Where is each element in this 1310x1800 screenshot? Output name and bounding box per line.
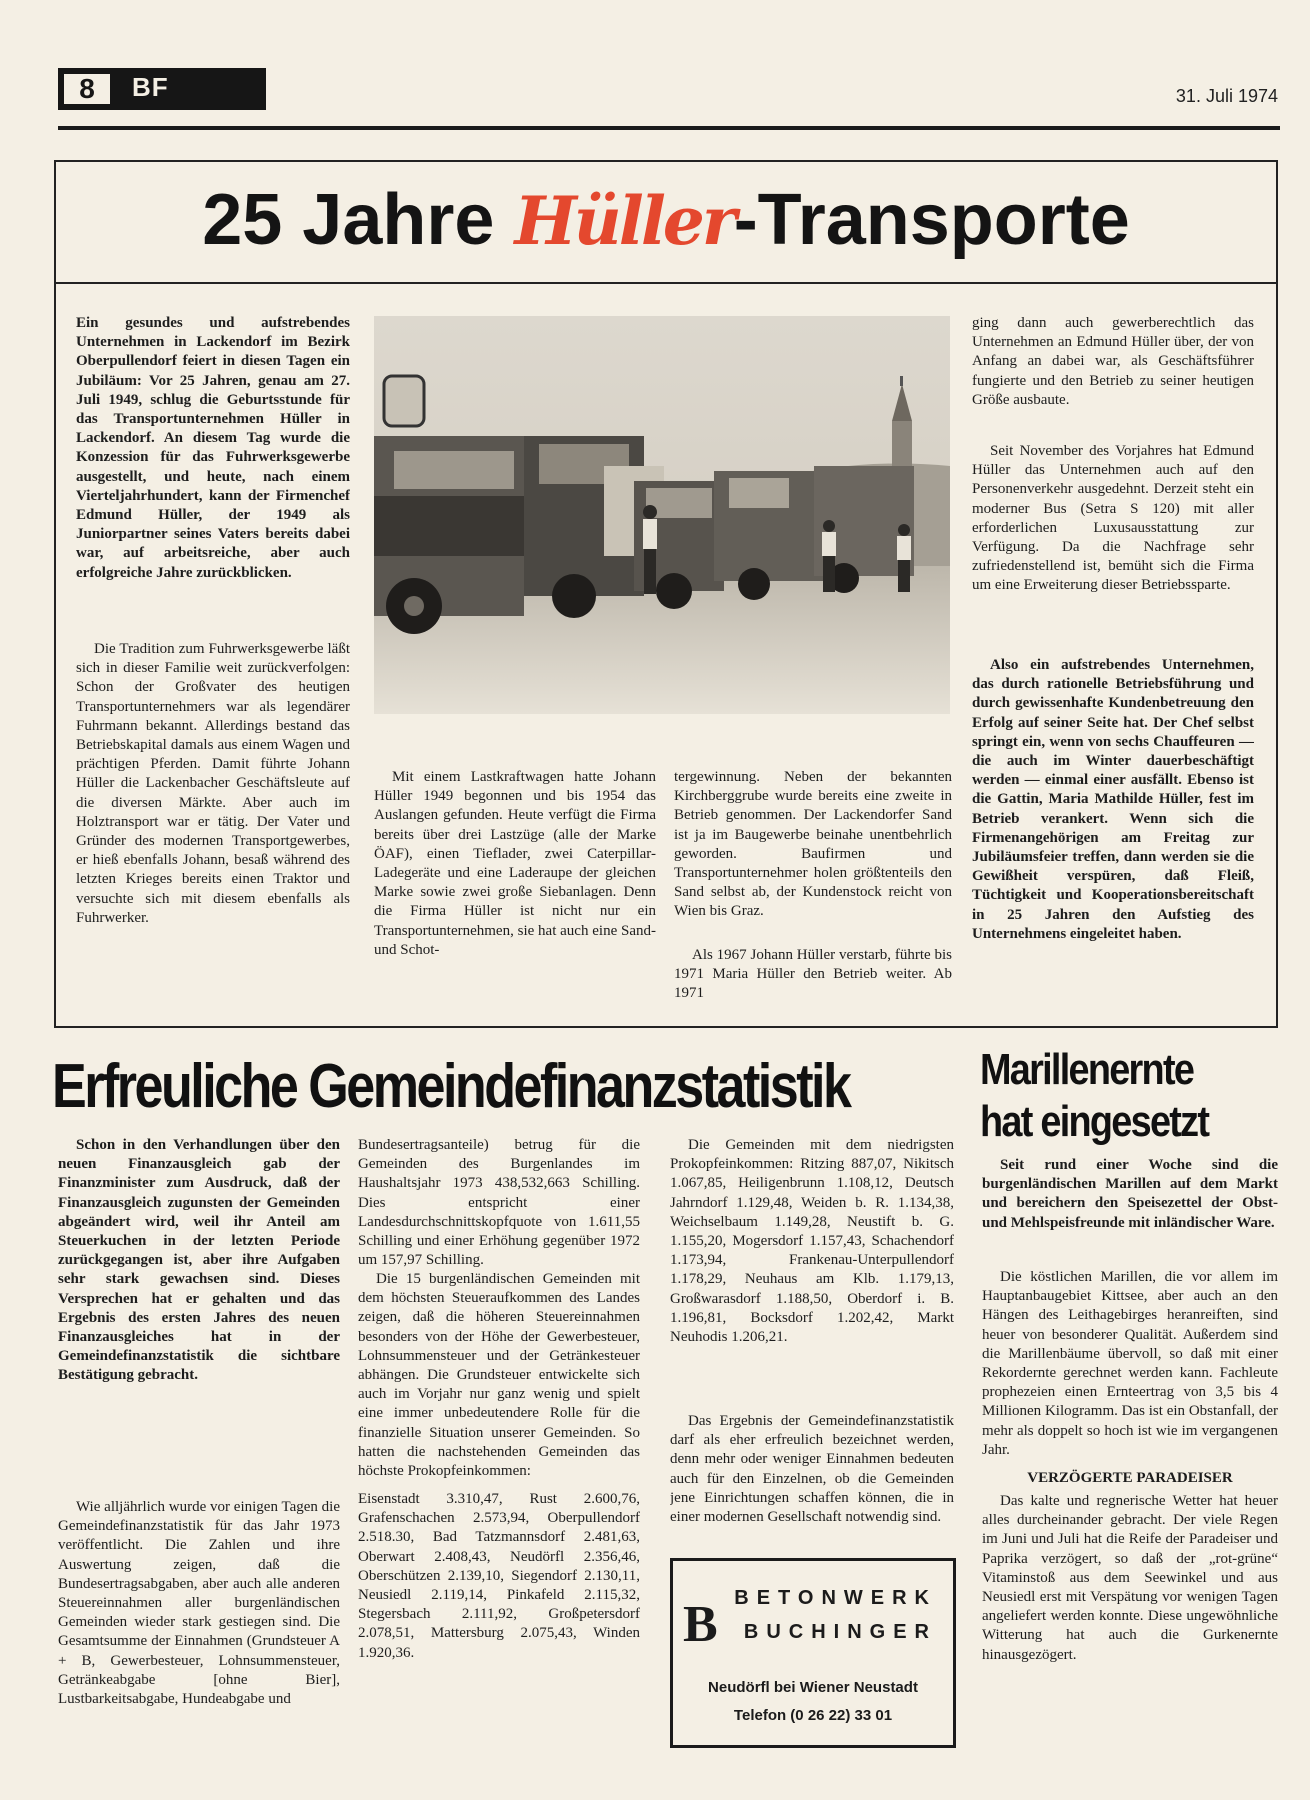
headline-text-start: 25 Jahre (202, 180, 495, 260)
headline-box (54, 160, 1278, 284)
article-closing: Also ein aufstrebendes Unternehmen, das durch rationelle Betriebsführung und durch gewissenhafte Kundenbetreuung den Erfolg auf seiner Seite hat. Der Chef selbst springt ein, wenn von sechs Chauffeuren — die auch im Winter dauerbeschäftigt werden — einmal einer ausfällt. Ebenso ist die Gattin, Maria Mathilde Hüller, fest im Betrieb verankert. Wenn sich die Firmenangehörigen am Freitag zur Jubiläumsfeier treffen, dann werden sie die Gewißheit verspüren, daß Fleiß, Tüchtigkeit und Kooperationsbereitschaft in 25 Jahren den Aufstieg des Unternehmens eingeleitet haben. (972, 657, 1254, 942)
article-headline (54, 180, 1278, 261)
trucks-photo (374, 316, 950, 714)
section-label: BF (132, 72, 169, 102)
article-lead: Ein gesundes und aufstrebendes Unternehmen in Lackendorf im Bezirk Oberpullendorf feiert in diesen Tagen ein Jubiläum: Vor 25 Jahren, genau am 27. Juli 1949, schlug die Geburtsstunde für das Transportunternehmen Hüller in Lackendorf. An diesem Tag wurde die Konzession für das Fuhrwerksgewerbe ausgestellt, und heute, nach einem Vierteljahrhundert, kann der Firmenchef Edmund Hüller, der 1949 als Juniorpartner seines Vaters bereits dabei war, auf arbeitsreiche, aber auch erfolgreiche Jahre zurückblicken. (76, 315, 350, 581)
finance-column-1: Wie alljährlich wurde vor einigen Tagen die Gemeindefinanzstatistik für das Jahr 1973 veröffentlicht. Die Zahlen und ihre Auswertung zeigen, daß die Bundesertragsabgaben, aber auch alle anderen Steuereinnahmen aller burgenländischen Gemeinden wieder stark gestiegen sind. Die Gesamtsumme der Einnahmen (Grundsteuer A + B, Gewerbesteuer, Lohnsummensteuer, Getränkeabgabe [ohne Bier], Lustbarkeitsabgabe, Hundeabgabe und (58, 1499, 340, 1708)
finance-column-3-continued: Das Ergebnis der Gemeindefinanzstatistik darf als eher erfreulich bezeichnet werden, denn mehr oder weniger Einnahmen bedeuten auch für den Einzelnen, ob die Gemeinden jene Einrichtungen schaffen können, die in einer modernen Gesellschaft notwendig sind. (670, 1413, 954, 1526)
apricot-subhead: VERZÖGERTE PARADEISER (1027, 1470, 1233, 1486)
article-column-1: Die Tradition zum Fuhrwerksgewerbe läßt sich in dieser Familie weit zurückverfolgen: Schon der Großvater des heutigen Transportunternehmers war als legendärer Fuhrmann bekannt. Allerdings bestand das Betriebskapital damals aus einem Wagen und prächtigen Pferden. Damit führte Johann Hüller die Lackenbacher Geschäftsleute auf die diversen Märkte. Aber auch im Holztransport war er tätig. Der Vater und Gründer des modernen Transportgewerbes, er hieß ebenfalls Johann, besaß während des letzten Krieges bereits einen Traktor und versuchte sich mit diesem ebenfalls als Fuhrwerker. (76, 641, 350, 926)
page-badge (58, 68, 266, 110)
finance-column-2: Bundesertragsanteile) betrug für die Gemeinden des Burgenlandes im Haushaltsjahr 1973 438,532,663 Schilling. Dies entspricht einer Landesdurchschnittskopfquote von 1.611,55 Schilling und einer Erhöhung gegenüber 1972 um 157,97 Schilling. (358, 1137, 640, 1268)
finance-lead: Schon in den Verhandlungen über den neuen Finanzausgleich gab der Finanzminister zum Ausdruck, daß der Finanzausgleich zugunsten der Gemeinden abgeändert wird, weil ihr Anteil am Steuerkuchen in der letzten Periode zurückgegangen ist, aber ihre Aufgaben sehr stark gewachsen sind. Dieses Versprechen hat er gehalten und das Ergebnis des ersten Jahres des neuen Finanzausgleiches hat in der Gemeindefinanzstatistik die sichtbare Bestätigung gebracht. (58, 1137, 340, 1384)
apricot-body-2: Das kalte und regnerische Wetter hat heuer alles durcheinander gebracht. Der viele Regen im Juni und Juli hat die Reife der Paradeiser und Paprika verzögert, so daß der „rot-grüne“ Vitaminstoß aus dem Seewinkel und aus Neusiedl erst mit Verspätung vor wenigen Tagen angeliefert werden konnte. Diese ungewöhnliche Witterung hat auch die Gurkenernte hinausgezögert. (982, 1493, 1278, 1663)
headline-brand-logo: Hüller (514, 182, 734, 260)
page-number: 8 (62, 72, 112, 106)
apricot-lead: Seit rund einer Woche sind die burgenländischen Marillen auf dem Markt und bereichern den Speisezettel der Obst- und Mehlspeisfreunde mit inländischer Ware. (982, 1157, 1278, 1231)
header-rule (58, 126, 1280, 130)
article-column-2: Mit einem Lastkraftwagen hatte Johann Hüller 1949 begonnen und bis 1954 das Auslangen gefunden. Heute verfügt die Firma bereits über drei Lastzüge (alle der Marke ÖAF), einen Tieflader, zwei Caterpillar-Ladegeräte und eine Laderaupe der gleichen Marke sowie zwei große Siebanlagen. Denn die Firma Hüller ist nicht nur ein Transportunternehmen, sie hat auch eine Sand- und Schot- (374, 769, 656, 958)
article-column-4: ging dann auch gewerberechtlich das Unternehmen an Edmund Hüller über, der von Anfang an dabei war, als Geschäftsführer fungierte und den Betrieb zu seiner heutigen Größe ausbaute. (972, 315, 1254, 408)
finance-top-municipalities: Eisenstadt 3.310,47, Rust 2.600,76, Grafenschachen 2.573,94, Oberpullendorf 2.518.30, Bad Tatzmannsdorf 2.481,63, Oberwart 2.408,43, Neudörfl 2.356,46, Oberschützen 2.139,10, Siegendorf 2.130,11, Neusiedl 2.119,14, Pinkafeld 2.115,32, Stegersbach 2.111,92, Großpetersdorf 2.078,51, Mattersburg 2.075,43, Winden 1.920,36. (358, 1491, 640, 1661)
article-column-4-continued: Seit November des Vorjahres hat Edmund Hüller das Unternehmen auch auf den Personenverkehr ausgedehnt. Derzeit steht ein moderner Bus (Setra S 120) mit aller erforderlichen Luxusausstattung zur Verfügung. Da die Nachfrage sehr zufriedenstellend ist, bemüht sich die Firma um eine Erweiterung dieser Betriebssparte. (972, 443, 1254, 594)
apricot-body: Die köstlichen Marillen, die vor allem im Hauptanbaugebiet Kittsee, aber auch an den Hängen des Leithagebirges heranreiften, sind heuer von besonderer Qualität. Außerdem sind die Marillenbäume übervoll, so daß mit einer Rekordernte gerechnet werden kann. Fachleute prophezeien einen Ernteertrag von 3,5 bis 4 Millionen Kilogramm. Das ist ein Obstanfall, der mehr als doppelt so hoch ist wie im vergangenen Jahr. (982, 1269, 1278, 1458)
headline-text-end: -Transporte (733, 180, 1130, 260)
finance-column-2-continued: Die 15 burgenländischen Gemeinden mit dem höchsten Steueraufkommen des Landes zeigen, daß die höheren Steuereinnahmen besonders von der Höhe der Gewerbesteuer, Lohnsummensteuer und der Getränkesteuer abhängen. Die Grundsteuer entwickelte sich auch im Vorjahr nur ganz wenig und spielt eine immer unbedeutendere Rolle für die finanzielle Situation unserer Gemeinden. So hatten die nachstehenden Gemeinden das höchste Prokopfeinkommen: (358, 1271, 640, 1480)
betonwerk-advertisement (670, 1558, 956, 1748)
apricot-headline-line-1: Marillenernte (980, 1045, 1194, 1094)
page-header (58, 68, 1280, 116)
article-column-3-continued: Als 1967 Johann Hüller verstarb, führte bis 1971 Maria Hüller den Betrieb weiter. Ab 1971 (674, 947, 952, 1002)
article-column-3: tergewinnung. Neben der bekannten Kirchberggrube wurde bereits eine zweite in Betrieb genommen. Der Lackendorfer Sand ist ja im Baugewerbe beinahe unentbehrlich geworden. Baufirmen und Transportunternehmer holen größtenteils den Sand selbst ab, der Kundenstock reicht von Wien bis Graz. (674, 769, 952, 920)
apricot-headline-line-2: hat eingesetzt (980, 1097, 1209, 1146)
finance-headline: Erfreuliche Gemeindefinanzstatistik (52, 1052, 850, 1121)
ad-address: Neudörfl bei Wiener Neustadt (708, 1679, 918, 1696)
ad-company-line-1: BETONWERK (734, 1587, 937, 1609)
issue-date: 31. Juli 1974 (1175, 86, 1278, 106)
ad-phone: Telefon (0 26 22) 33 01 (733, 1707, 893, 1724)
finance-lowest-municipalities: Die Gemeinden mit dem niedrigsten Prokopfeinkommen: Ritzing 887,07, Nikitsch 1.067,85, Heiligenbrunn 1.108,12, Deutsch Jahrndorf 1.129,48, Weiden b. R. 1.134,38, Weichselbaum 1.149,28, Neustift b. G. 1.155,20, Mogersdorf 1.157,43, Schachendorf 1.173,94, Frankenau-Unterpullendorf 1.178,29, Neuhaus am Klb. 1.179,13, Großwarasdorf 1.188,50, Oberdorf i. B. 1.196,81, Bocksdorf 1.202,42, Markt Neuhodis 1.206,21. (670, 1137, 954, 1346)
ad-company-line-2: BUCHINGER (743, 1621, 937, 1643)
ad-large-b-logo: B (683, 1596, 718, 1653)
